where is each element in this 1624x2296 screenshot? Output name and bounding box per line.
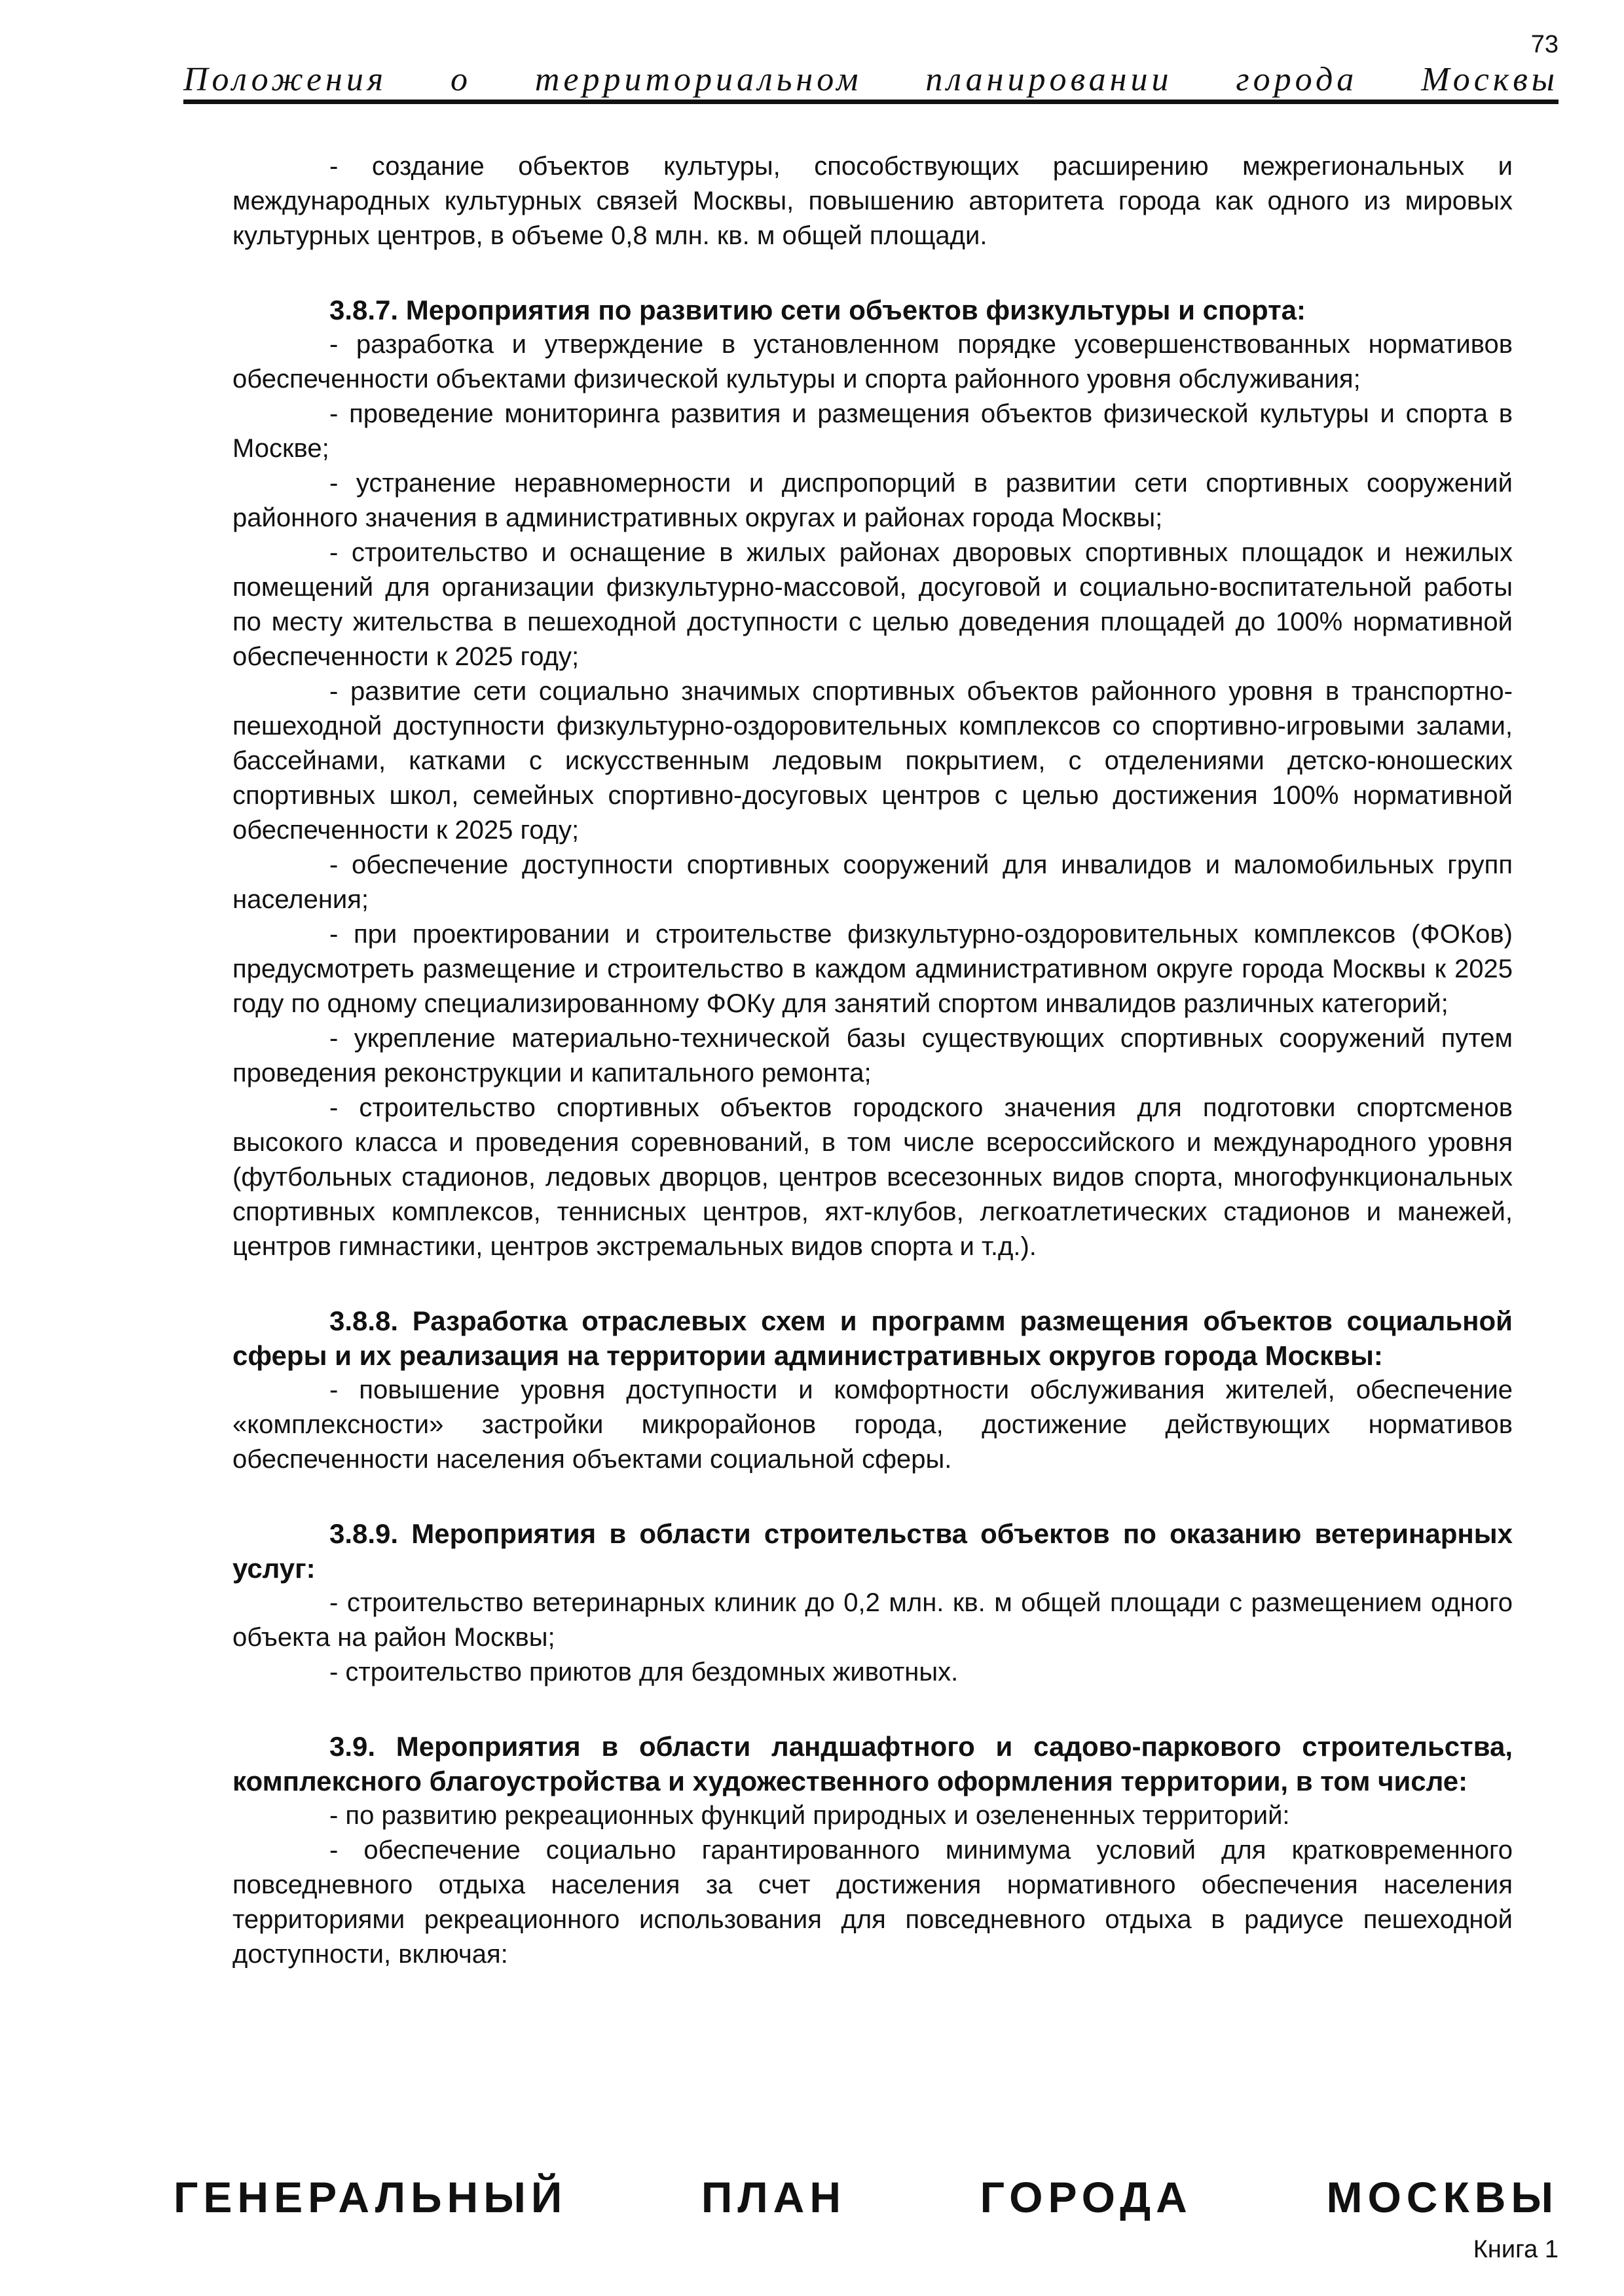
document-body [232,149,1513,1972]
list-item: - обеспечение доступности спортивных сооружений для инвалидов и маломобильных групп населения; [232,850,1513,914]
list-item: - устранение неравномерности и диспропорций в развитии сети спортивных сооружений районного значения в административных округах и районах города Москвы; [232,469,1513,532]
running-header: Положения о территориальном планировании города Москвы [183,61,1559,98]
paragraph-gap [232,1477,1513,1516]
paragraph-gap [232,1690,1513,1729]
paragraph-gap [232,253,1513,293]
section-heading-3-9: 3.9. Мероприятия в области ландшафтного и садово-паркового строительства, комплексного благоустройства и художественного оформления территории, в том числе: [232,1731,1513,1796]
list-item: - строительство и оснащение в жилых районах дворовых спортивных площадок и нежилых помещений для организации физкультурно-массовой, досуговой и социально-воспитательной работы по месту жительства в пешеходной доступности с целью доведения площадей до 100% нормативной обеспеченности к 2025 году; [232,538,1513,671]
footer-book-label: Книга 1 [1473,2236,1559,2263]
list-item: - повышение уровня доступности и комфортности обслуживания жителей, обеспечение «комплексности» застройки микрорайонов города, достижение действующих нормативов обеспеченности населения объектами социальной сферы. [232,1376,1513,1474]
list-item: - по развитию рекреационных функций природных и озелененных территорий: [329,1801,1290,1830]
section-heading-3-8-7: 3.8.7. Мероприятия по развитию сети объектов физкультуры и спорта: [329,295,1306,325]
list-item: - строительство приютов для бездомных животных. [329,1658,959,1686]
footer-title: ГЕНЕРАЛЬНЫЙ ПЛАН ГОРОДА МОСКВЫ [174,2173,1559,2221]
list-item: - укрепление материально-технической базы существующих спортивных сооружений путем проведения реконструкции и капитального ремонта; [232,1024,1513,1087]
header-divider [183,100,1559,104]
paragraph-gap [232,1264,1513,1303]
paragraph-culture-objects: - создание объектов культуры, способствующих расширению межрегиональных и международных культурных связей Москвы, повышению авторитета города как одного из мировых культурных центров, в объеме 0,8 млн. кв. м общей площади. [232,152,1513,250]
list-item: - при проектировании и строительстве физкультурно-оздоровительных комплексов (ФОКов) предусмотреть размещение и строительство в каждом административном округе города Москвы к 2025 году по одному специализированному ФОКу для занятий спортом инвалидов различных категорий; [232,920,1513,1018]
list-item: - развитие сети социально значимых спортивных объектов районного уровня в транспортно-пешеходной доступности физкультурно-оздоровительных комплексов со спортивно-игровыми залами, бассейнами, катками с искусственным ледовым покрытием, с отделениями детско-юношеских спортивных школ, семейных спортивно-досуговых центров с целью достижения 100% нормативной обеспеченности к 2025 году; [232,677,1513,845]
list-item: - обеспечение социально гарантированного минимума условий для кратковременного повседневного отдыха населения за счет достижения нормативного обеспечения населения территориями рекреационного использования для повседневного отдыха в радиусе пешеходной доступности, включая: [232,1836,1513,1969]
section-heading-3-8-8: 3.8.8. Разработка отраслевых схем и программ размещения объектов социальной сферы и их реализация на территории административных округов города Москвы: [232,1305,1513,1371]
page-number: 73 [1530,31,1559,58]
list-item: - проведение мониторинга развития и размещения объектов физической культуры и спорта в Москве; [232,399,1513,463]
section-heading-3-8-9: 3.8.9. Мероприятия в области строительства объектов по оказанию ветеринарных услуг: [232,1518,1513,1584]
list-item: - строительство спортивных объектов городского значения для подготовки спортсменов высокого класса и проведения соревнований, в том числе всероссийского и международного уровня (футбольных стадионов, ледовых дворцов, центров всесезонных видов спорта, многофункциональных спортивных комплексов, теннисных центров, яхт-клубов, легкоатлетических стадионов и манежей, центров гимнастики, центров экстремальных видов спорта и т.д.). [232,1093,1513,1261]
list-item: - разработка и утверждение в установленном порядке усовершенствованных нормативов обеспеченности объектами физической культуры и спорта районного уровня обслуживания; [232,330,1513,393]
list-item: - строительство ветеринарных клиник до 0,2 млн. кв. м общей площади с размещением одного объекта на район Москвы; [232,1588,1513,1652]
